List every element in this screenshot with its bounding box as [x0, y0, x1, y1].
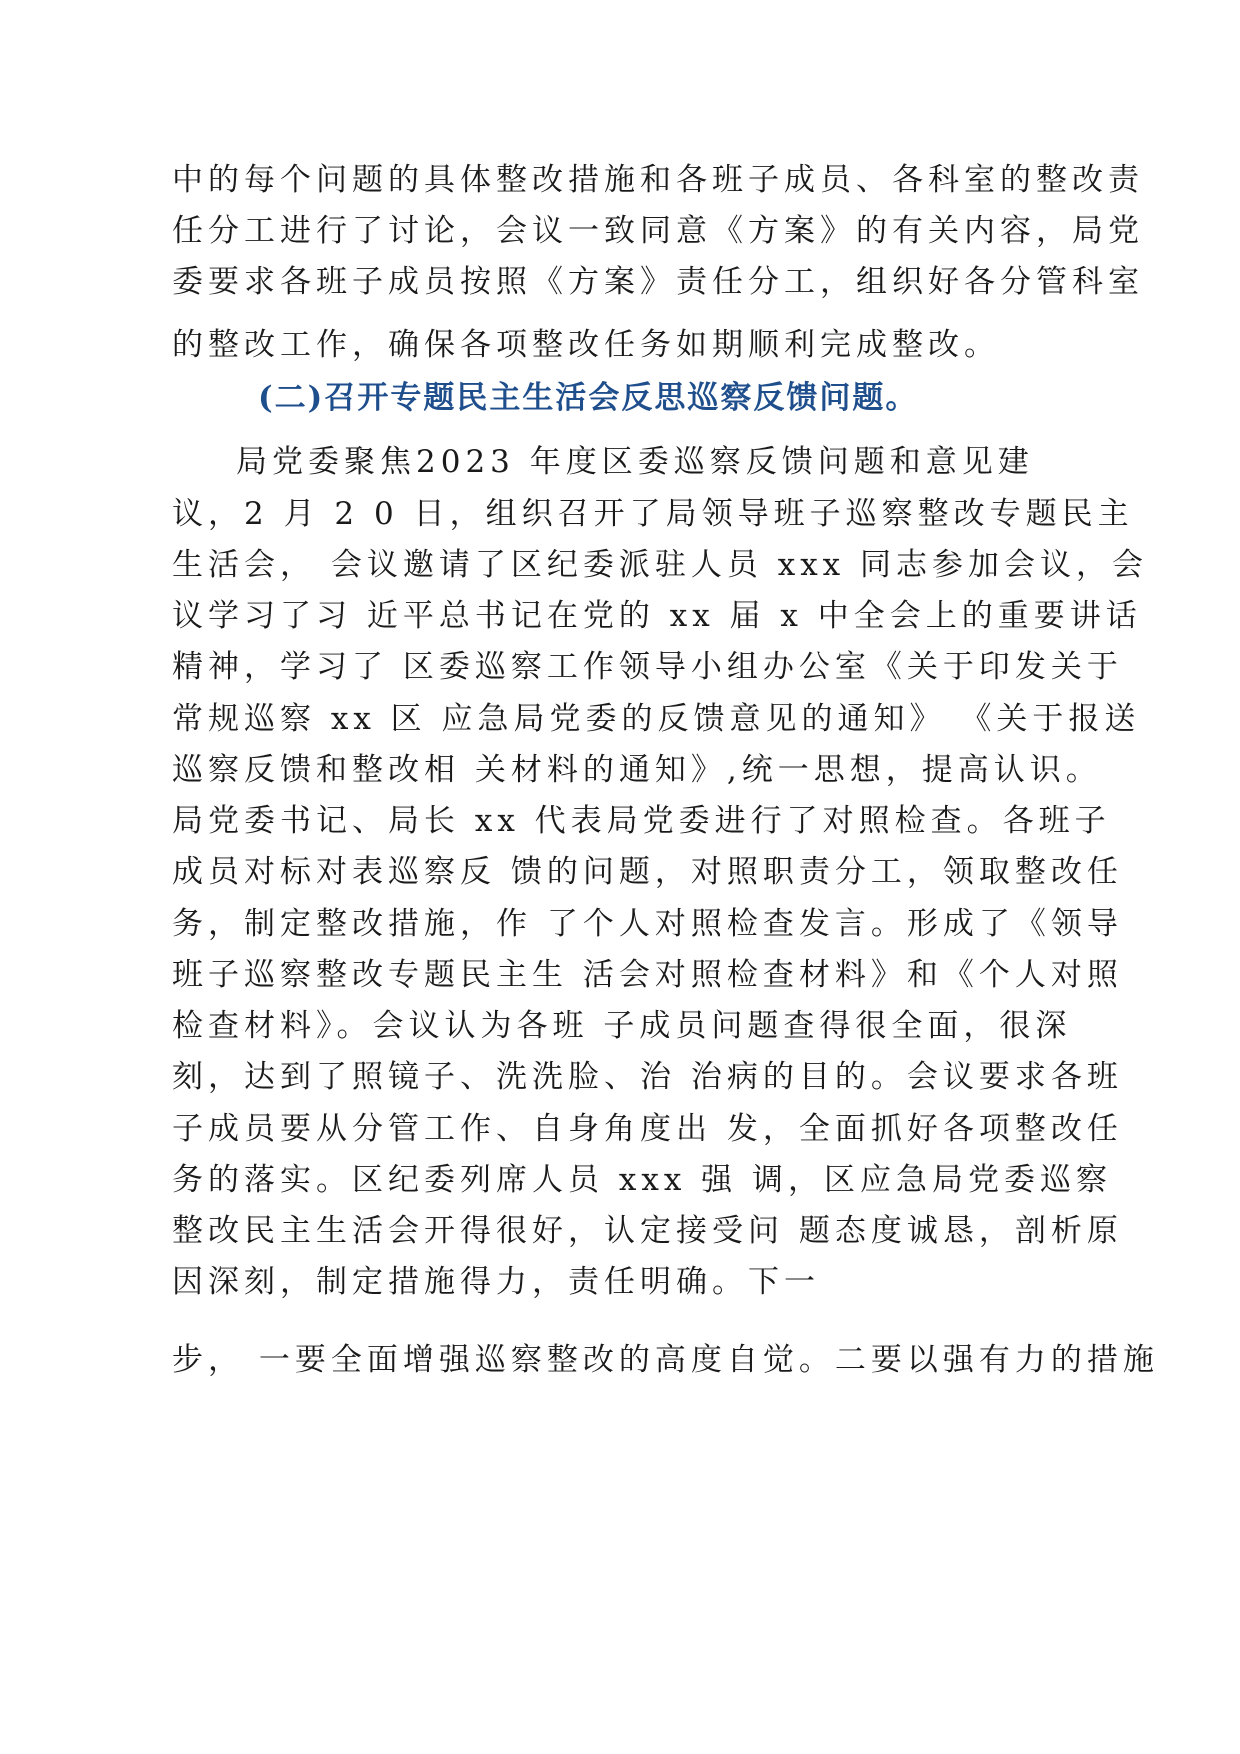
body-line-4: 议学习了习 近平总书记在党的 xx 届 x 中全会上的重要讲话: [172, 598, 1142, 634]
body-line-10: 务，制定整改措施，作 了个人对照检查发言。形成了《领导: [172, 906, 1123, 942]
body-line-3: 生活会， 会议邀请了区纪委派驻人员 xxx 同志参加会议，会: [172, 547, 1149, 583]
body-line-7: 巡察反馈和整改相 关材料的通知》,统一思想，提高认识。: [172, 752, 1102, 788]
body-line-11: 班子巡察整改专题民主生 活会对照检查材料》和《个人对照: [172, 957, 1123, 993]
intro-line-2: 任分工进行了讨论，会议一致同意《方案》的有关内容，局党: [172, 213, 1144, 249]
body-line-2: 议，2 月 2 0 日，组织召开了局领导班子巡察整改专题民主: [172, 496, 1134, 532]
body-line-14: 子成员要从分管工作、自身角度出 发，全面抓好各项整改任: [172, 1111, 1123, 1147]
intro-line-3: 委要求各班子成员按照《方案》责任分工，组织好各分管科室: [172, 264, 1144, 300]
body-line-17: 因深刻，制定措施得力，责任明确。下一: [172, 1264, 820, 1300]
final-line: 步， 一要全面增强巡察整改的高度自觉。二要以强有力的措施: [172, 1342, 1159, 1378]
intro-line-4: 的整改工作，确保各项整改任务如期顺利完成整改。: [172, 327, 1000, 363]
body-line-15: 务的落实。区纪委列席人员 xxx 强 调，区应急局党委巡察: [172, 1162, 1113, 1198]
intro-line-1: 中的每个问题的具体整改措施和各班子成员、各科室的整改责: [172, 162, 1144, 198]
body-line-16: 整改民主生活会开得很好，认定接受问 题态度诚恳，剖析原: [172, 1213, 1123, 1249]
body-line-12: 检查材料》。会议认为各班 子成员问题查得很全面，很深: [172, 1008, 1072, 1044]
body-line-8: 局党委书记、局长 xx 代表局党委进行了对照检查。各班子: [172, 803, 1111, 839]
body-line-1: 局党委聚焦2023 年度区委巡察反馈问题和意见建: [236, 444, 1034, 480]
body-line-13: 刻，达到了照镜子、洗洗脸、治 治病的目的。会议要求各班: [172, 1059, 1123, 1095]
body-line-9: 成员对标对表巡察反 馈的问题，对照职责分工，领取整改任: [172, 854, 1123, 890]
body-line-6: 常规巡察 xx 区 应急局党委的反馈意见的通知》 《关于报送: [172, 701, 1141, 737]
body-line-5: 精神，学习了 区委巡察工作领导小组办公室《关于印发关于: [172, 649, 1123, 685]
section-heading: (二)召开专题民主生活会反思巡察反馈问题。: [258, 380, 919, 416]
